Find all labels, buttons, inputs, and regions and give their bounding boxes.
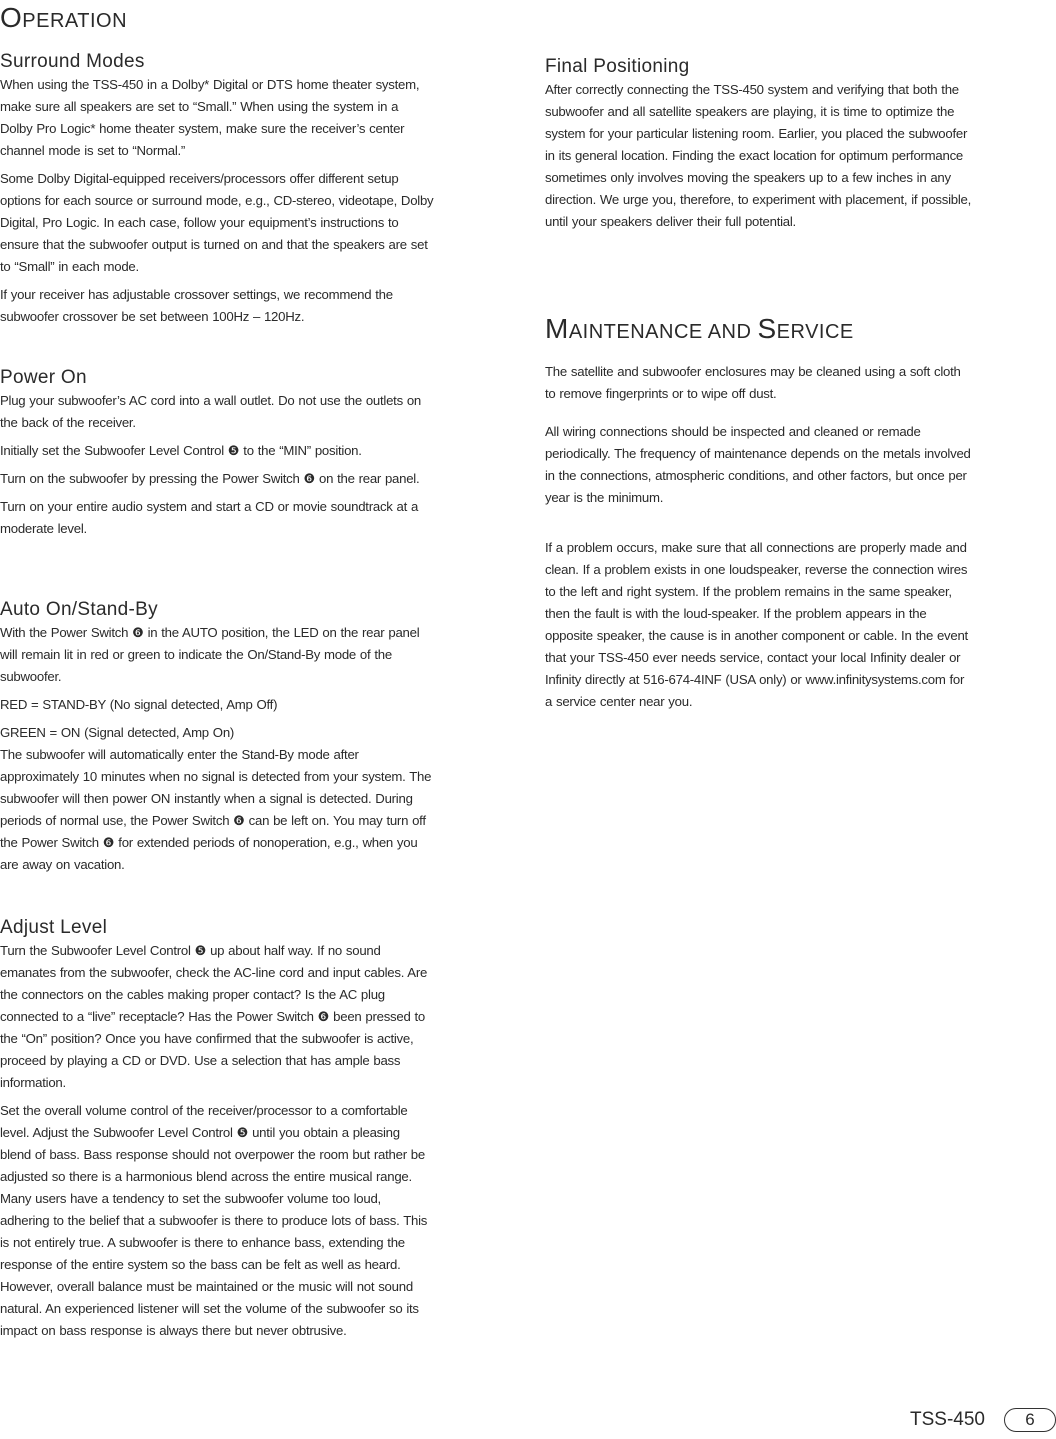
page-footer xyxy=(886,1408,1056,1432)
section-heading: Power On xyxy=(0,367,87,388)
paragraph: After correctly connecting the TSS-450 system and verifying that both the subwoofer and all satellite speakers are playing, it is time to optimize the system for your particular listening room. Earlier, you placed the subwoofer in its general location. Finding the exact location for optimum performance sometimes only involves moving the speakers up to a few inches in any direction. We urge you, therefore, to experiment with placement, if possible, until your speakers deliver their full potential. xyxy=(545,82,972,229)
paragraph: Set the overall volume control of the receiver/processor to a comfortable level. Adjust the Subwoofer Level Control ❺ until you obtain a pleasing blend of bass. Bass response should not overpower the room but rather be adjusted so there is a harmonious blend across the entire musical range. Many users have a tendency to set the subwoofer volume too loud, adhering to the belief that a subwoofer is there to produce lots of bass. This is not entirely true. A subwoofer is there to enhance bass, extending the response of the entire system so the bass can be felt as well as heard. However, overall balance must be maintained or the music will not sound natural. An experienced listener will set the volume of the subwoofer so its impact on bass response is always there but never obtrusive. xyxy=(0,1103,428,1338)
paragraph: All wiring connections should be inspected and cleaned or remade periodically. The frequency of maintenance depends on the metals involved in the connections, atmospheric conditions, and other factors, but once per year is the minimum. xyxy=(545,424,971,505)
section-final-positioning xyxy=(545,55,973,239)
section-auto-on-stand-by xyxy=(0,598,434,882)
section-heading: Auto On/Stand-By xyxy=(0,599,158,620)
paragraph: The satellite and subwoofer enclosures may be cleaned using a soft cloth to remove fingerprints or to wipe off dust. xyxy=(545,364,961,401)
paragraph: Turn on the subwoofer by pressing the Power Switch ❻ on the rear panel. xyxy=(0,471,420,486)
paragraph: With the Power Switch ❻ in the AUTO position, the LED on the rear panel will remain lit in red or green to indicate the On/Stand-By mode of the subwoofer. xyxy=(0,625,420,684)
paragraph: Turn the Subwoofer Level Control ❺ up about half way. If no sound emanates from the subwoofer, check the AC-line cord and input cables. Are the connectors on the cables making proper contact? Is the AC plug connected to a “live” receptacle? Has the Power Switch ❻ been pressed to the “On” position? Once you have confirmed that the subwoofer is active, proceed by playing a CD or DVD. Use a selection that has ample bass information. xyxy=(0,943,428,1090)
paragraph: The subwoofer will automatically enter the Stand-By mode after approximately 10 minutes when no signal is detected from your system. The subwoofer will then power ON instantly when a signal is detected. During periods of normal use, the Power Switch ❻ can be left on. You may turn off the Power Switch ❻ for extended periods of nonoperation, e.g., when you are away on vacation. xyxy=(0,747,432,872)
paragraph: If a problem occurs, make sure that all connections are properly made and clean. If a problem exists in one loudspeaker, reverse the connection wires to the left and right system. If the problem remains in the same speaker, then the fault is with the loud-speaker. If the problem appears in the opposite speaker, the cause is in another component or cable. In the event that your TSS-450 ever needs service, contact your local Infinity dealer or Infinity directly at 516-674-4INF (USA only) or www.infinitysystems.com for a service center near you. xyxy=(545,540,968,709)
section-surround-modes xyxy=(0,50,434,334)
paragraph: GREEN = ON (Signal detected, Amp On) xyxy=(0,725,235,740)
paragraph: Some Dolby Digital-equipped receivers/processors offer different setup options for each source or surround mode, e.g., CD-stereo, videotape, Dolby Digital, Pro Logic. In each case, follow your equipment’s instructions to ensure that the subwoofer output is turned on and that the speakers are set to “Small” in each mode. xyxy=(0,171,434,274)
section-power-on xyxy=(0,366,434,546)
paragraph: Plug your subwoofer’s AC cord into a wall outlet. Do not use the outlets on the back of the receiver. xyxy=(0,393,422,430)
paragraph: If your receiver has adjustable crossover settings, we recommend the subwoofer crossover be set between 100Hz – 120Hz. xyxy=(0,287,393,324)
section-adjust-level xyxy=(0,916,434,1348)
paragraph: RED = STAND-BY (No signal detected, Amp Off) xyxy=(0,697,278,712)
operation-title: OPERATION xyxy=(0,2,128,33)
model-name: TSS-450 xyxy=(910,1409,985,1430)
section-heading: Final Positioning xyxy=(545,56,690,77)
section-heading: Adjust Level xyxy=(0,917,108,938)
page-number: 6 xyxy=(1004,1408,1056,1432)
paragraph: When using the TSS-450 in a Dolby* Digital or DTS home theater system, make sure all speakers are set to “Small.” When using the system in a Dolby Pro Logic* home theater system, make sure the receiver’s center channel mode is set to “Normal.” xyxy=(0,77,420,158)
section-maintenance xyxy=(545,361,973,719)
section-heading: Surround Modes xyxy=(0,51,145,72)
paragraph: Initially set the Subwoofer Level Control ❺ to the “MIN” position. xyxy=(0,443,362,458)
maintenance-title: MAINTENANCE AND SERVICE xyxy=(545,313,854,344)
paragraph: Turn on your entire audio system and start a CD or movie soundtrack at a moderate level. xyxy=(0,499,419,536)
